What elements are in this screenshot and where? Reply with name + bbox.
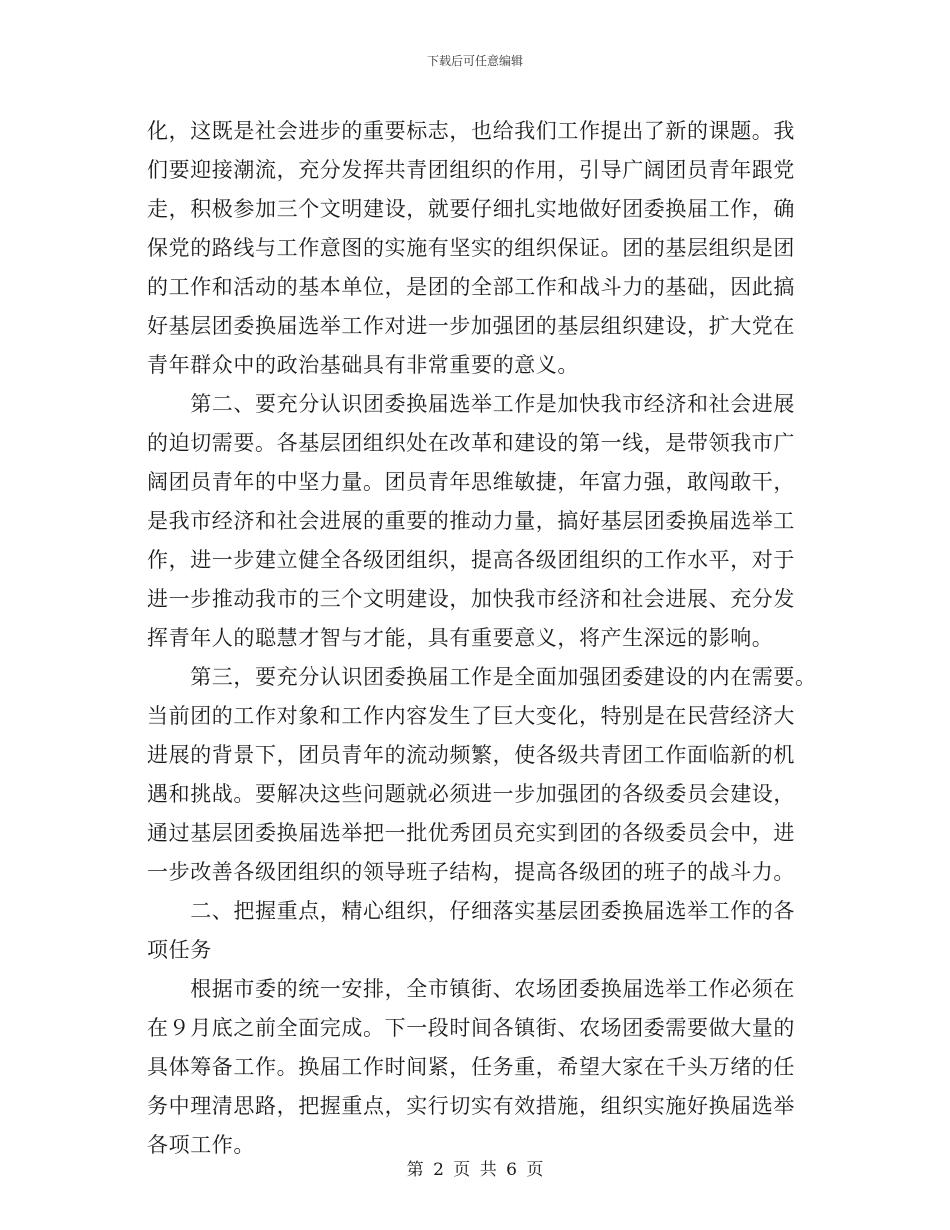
text-line: 保党的路线与工作意图的实施有坚实的组织保证。团的基层组织是团 <box>147 236 795 260</box>
text-line: 的迫切需要。各基层团组织处在改革和建设的第一线，是带领我市广 <box>147 431 795 455</box>
text-line: 们要迎接潮流，充分发挥共青团组织的作用，引导广阔团员青年跟党 <box>147 158 795 182</box>
text-line: 进展的背景下，团员青年的流动频繁，使各级共青团工作面临新的机 <box>147 743 795 767</box>
text-line: 一步改善各级团组织的领导班子结构，提高各级团的班子的战斗力。 <box>147 860 795 884</box>
text-line: 作，进一步建立健全各级团组织，提高各级团组织的工作水平，对于 <box>147 548 795 572</box>
section-heading-line: 项任务 <box>147 938 212 962</box>
page-header: 下载后可任意编辑 <box>426 54 523 68</box>
text-line: 遇和挑战。要解决这些问题就必须进一步加强团的各级委员会建设， <box>147 782 795 806</box>
page-number-footer: 第 2 页 共 6 页 <box>406 1160 544 1180</box>
text-line: 第二、要充分认识团委换届选举工作是加快我市经济和社会进展 <box>147 392 795 416</box>
text-line: 在９月底之前全面完成。下一段时间各镇街、农场团委需要做大量的 <box>147 1016 795 1040</box>
text-line: 各项工作。 <box>147 1133 255 1157</box>
text-line: 进一步推动我市的三个文明建设，加快我市经济和社会进展、充分发 <box>147 587 795 611</box>
text-line: 阔团员青年的中坚力量。团员青年思维敏捷，年富力强，敢闯敢干， <box>147 470 795 494</box>
text-line: 具体筹备工作。换届工作时间紧，任务重，希望大家在千头万绪的任 <box>147 1055 795 1079</box>
document-body <box>147 112 817 1165</box>
text-line: 好基层团委换届选举工作对进一步加强团的基层组织建设，扩大党在 <box>147 314 795 338</box>
text-line: 挥青年人的聪慧才智与才能，具有重要意义，将产生深远的影响。 <box>147 626 774 650</box>
text-line: 务中理清思路，把握重点，实行切实有效措施，组织实施好换届选举 <box>147 1094 795 1118</box>
section-heading-line: 二、把握重点，精心组织，仔细落实基层团委换届选举工作的各 <box>147 899 795 923</box>
text-line: 根据市委的统一安排，全市镇街、农场团委换届选举工作必须在 <box>147 977 795 1001</box>
text-line: 化，这既是社会进步的重要标志，也给我们工作提出了新的课题。我 <box>147 119 795 143</box>
text-line: 青年群众中的政治基础具有非常重要的意义。 <box>147 353 579 377</box>
text-line: 第三，要充分认识团委换届工作是全面加强团委建设的内在需要。 <box>147 665 817 689</box>
text-line: 是我市经济和社会进展的重要的推动力量，搞好基层团委换届选举工 <box>147 509 795 533</box>
text-line: 通过基层团委换届选举把一批优秀团员充实到团的各级委员会中，进 <box>147 821 795 845</box>
text-line: 走，积极参加三个文明建设，就要仔细扎实地做好团委换届工作，确 <box>147 197 795 221</box>
text-line: 的工作和活动的基本单位，是团的全部工作和战斗力的基础，因此搞 <box>147 275 795 299</box>
text-line: 当前团的工作对象和工作内容发生了巨大变化，特别是在民营经济大 <box>147 704 795 728</box>
